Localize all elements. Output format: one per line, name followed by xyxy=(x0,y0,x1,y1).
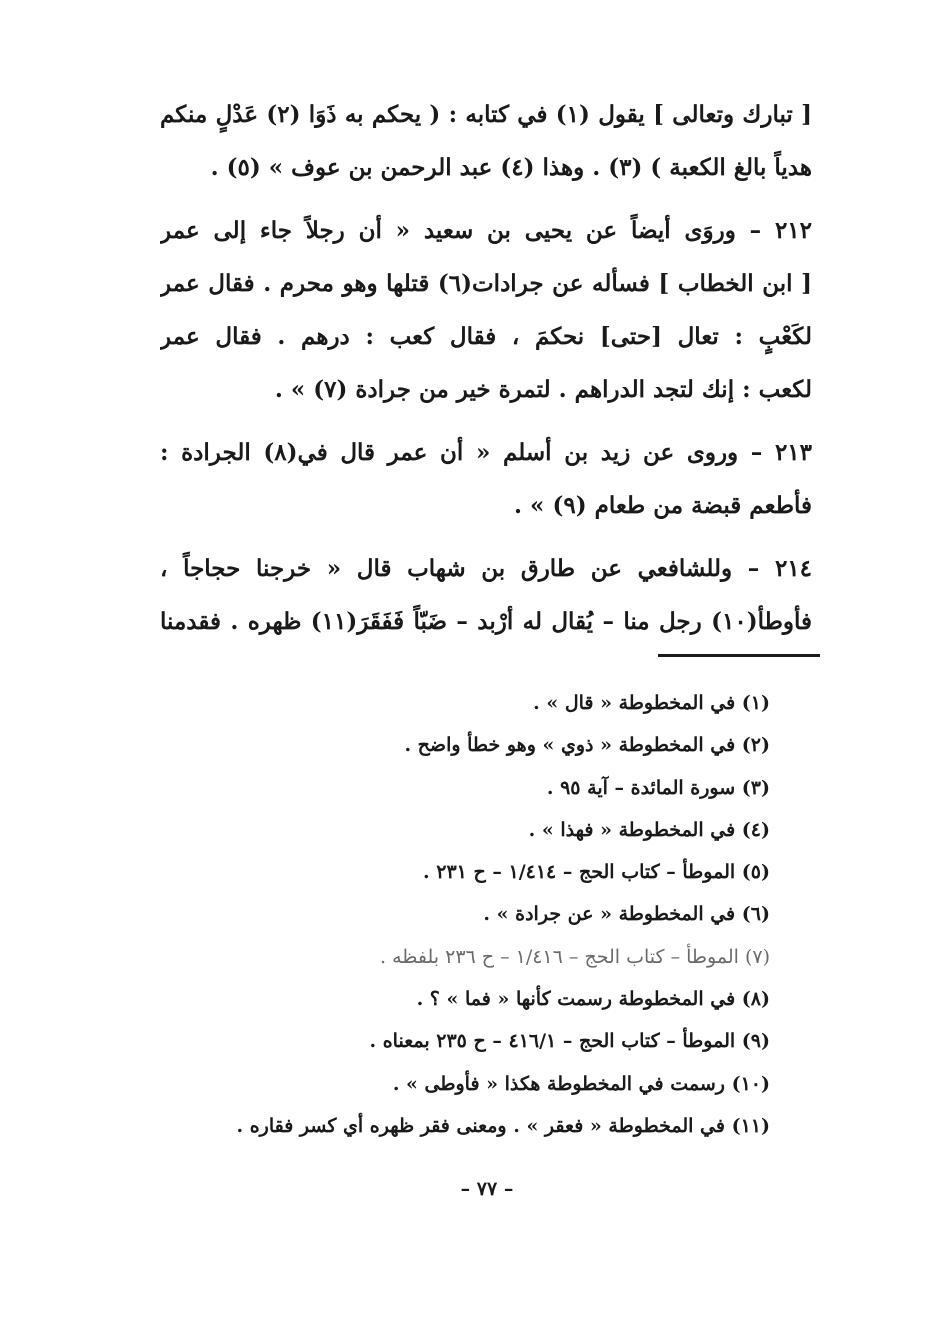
footnote-text: في المخطوطة « فعقر » . ومعنى فقر ظهره أي كسر فقاره . xyxy=(236,1114,725,1137)
footnote-number: (٨) xyxy=(741,988,770,1011)
text-line: فأطعم قبضة من طعام (٩) » . xyxy=(514,492,812,519)
text-line: ٢١٣ – وروى عن زيد بن أسلم « أن عمر قال في(٨) الجرادة : xyxy=(160,439,812,466)
footnote-text: الموطأ – كتاب الحج – ١/٤١٦ – ح ٢٣٦ بلفظه . xyxy=(380,945,739,968)
footnote-item xyxy=(150,767,770,809)
footnote-number: (٢) xyxy=(741,734,770,757)
text-line: ٢١٤ – وللشافعي عن طارق بن شهاب قال « خرجنا حجاجاً ، xyxy=(160,555,812,582)
footnote-item xyxy=(150,1020,770,1062)
footnote-item xyxy=(150,1063,770,1105)
footnote-text: سورة المائدة – آية ٩٥ . xyxy=(546,776,736,799)
text-line: [ ابن الخطاب ] فسأله عن جرادات(٦) قتلها وهو محرم . فقال عمر xyxy=(160,270,812,297)
footnote-item xyxy=(150,724,770,766)
footnote-item xyxy=(150,682,770,724)
footnote-text: الموطأ – كتاب الحج – ٤١٦/١ – ح ٢٣٥ بمعناه . xyxy=(369,1030,736,1053)
footnote-text: في المخطوطة « فهذا » . xyxy=(528,818,736,841)
footnote-item xyxy=(150,893,770,935)
footnote-item xyxy=(150,978,770,1020)
footnote-text: رسمت في المخطوطة هكذا « فأوطى » . xyxy=(392,1072,725,1095)
text-line: ٢١٢ – وروَى أيضاً عن يحيى بن سعيد « أن رجلاً جاء إلى عمر xyxy=(160,217,812,244)
footnote-number: (٥) xyxy=(741,861,770,884)
main-text xyxy=(160,88,812,648)
page-number: – ٧٧ – xyxy=(460,1178,514,1200)
footnote-number: (٩) xyxy=(741,1030,770,1053)
footnote-item xyxy=(150,809,770,851)
text-line: هدياً بالغ الكعبة ) (٣) . وهذا (٤) عبد الرحمن بن عوف » (٥) . xyxy=(210,154,812,181)
footnote-text: في المخطوطة « ذوي » وهو خطأ واضح . xyxy=(404,734,736,757)
footnote-number: (٤) xyxy=(741,818,770,841)
text-line: [ تبارك وتعالى ] يقول (١) في كتابه : ( يحكم به ذَوَا (٢) عَدْلٍ منكم xyxy=(160,101,812,128)
footnote-item xyxy=(150,936,770,978)
footnote-item xyxy=(150,1105,770,1147)
footnote-number: (١١) xyxy=(731,1114,770,1137)
footnote-separator xyxy=(658,654,820,657)
footnotes-list xyxy=(150,682,770,1147)
footnote-number: (١) xyxy=(741,692,770,714)
footnote-number: (٣) xyxy=(741,776,770,799)
footnote-text: الموطأ – كتاب الحج – ١/٤١٤ – ح ٢٣١ . xyxy=(423,861,736,884)
footnote-item xyxy=(150,851,770,893)
footnote-number: (١٠) xyxy=(731,1072,770,1095)
footnote-number: (٦) xyxy=(741,903,770,926)
text-line: لكعب : إنك لتجد الدراهم . لتمرة خير من جرادة (٧) » . xyxy=(274,376,812,403)
footnote-number: (٧) xyxy=(744,945,770,968)
text-line: لكَعْبٍ : تعال [حتى] نحكمَ ، فقال كعب : درهم . فقال عمر xyxy=(160,323,812,350)
footnote-text: في المخطوطة « قال » . xyxy=(533,692,736,714)
footnote-text: في المخطوطة « عن جرادة » . xyxy=(483,903,736,926)
text-line: فأوطأ(١٠) رجل منا – يُقال له أرْبد – ضَبّاً فَفَقَرَ(١١) ظهره . فقدمنا xyxy=(160,608,812,635)
footnote-text: في المخطوطة رسمت كأنها « فما » ؟ . xyxy=(416,988,736,1011)
